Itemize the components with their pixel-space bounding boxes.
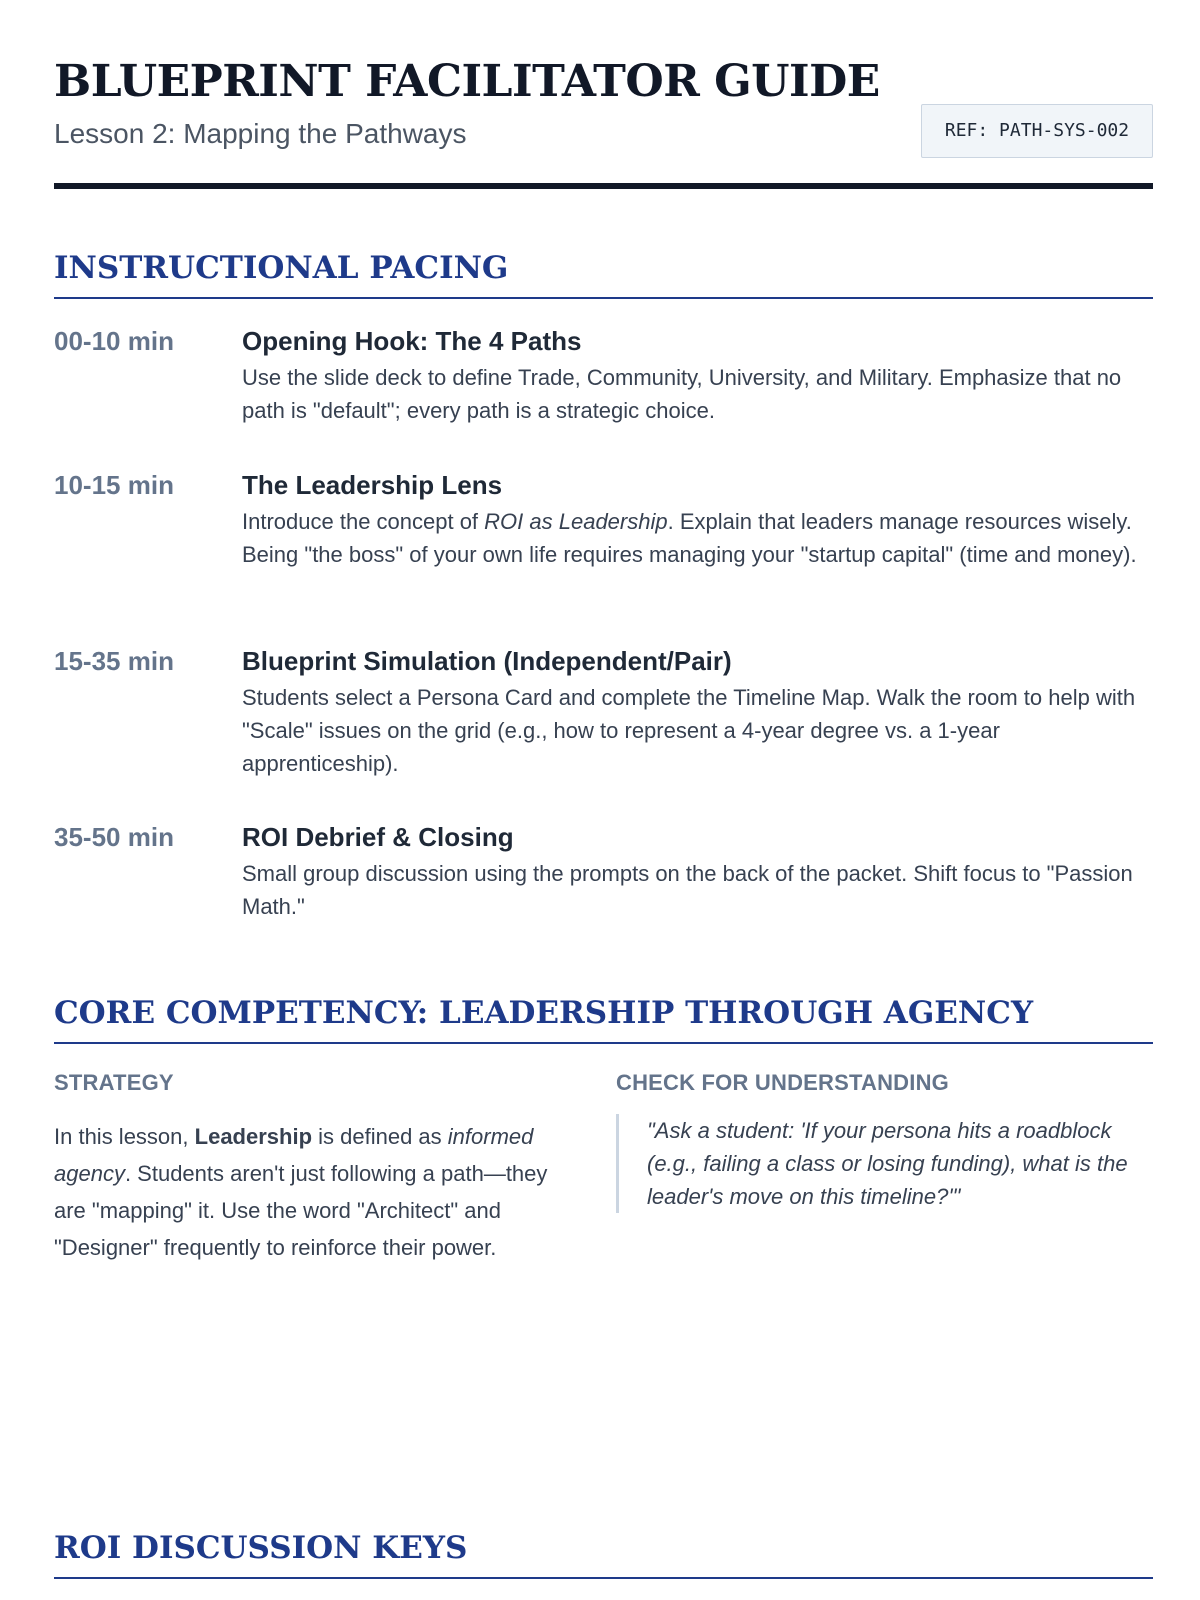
pacing-description: Small group discussion using the prompts on the back of the packet. Shift focus to "Passion Math." [242, 861, 1133, 920]
strategy-text-part: is defined as [312, 1124, 448, 1149]
reference-code-badge: REF: PATH-SYS-002 [921, 104, 1153, 158]
section-title-core-competency: CORE COMPETENCY: LEADERSHIP THROUGH AGENCY [54, 995, 1153, 1044]
pacing-heading: Blueprint Simulation (Independent/Pair) [242, 646, 732, 676]
strategy-text-bold: Leadership [194, 1124, 313, 1149]
pacing-description-text: . Explain that leaders manage resources wisely. Being "the boss" of your own life requires managing your "startup capital" (time and money). [242, 509, 1137, 568]
section-title-instructional-pacing: INSTRUCTIONAL PACING [54, 250, 1153, 299]
pacing-description-text: Introduce the concept of [242, 509, 485, 535]
strategy-label: STRATEGY [54, 1070, 174, 1095]
pacing-body [242, 646, 1147, 780]
pacing-body [242, 470, 1147, 571]
pacing-description: Use the slide deck to define Trade, Community, University, and Military. Emphasize that no path is "default"; every path is a strategic choice. [242, 365, 1122, 424]
pacing-heading: Opening Hook: The 4 Paths [242, 326, 582, 356]
pacing-time: 10-15 min [54, 470, 174, 500]
strategy-text-part: In this lesson, [54, 1124, 195, 1149]
document-title: BLUEPRINT FACILITATOR GUIDE [54, 56, 880, 107]
section-title-roi-discussion-keys: ROI DISCUSSION KEYS [54, 1530, 1153, 1579]
pacing-heading: ROI Debrief & Closing [242, 822, 514, 852]
check-for-understanding-quote: "Ask a student: 'If your persona hits a roadblock (e.g., failing a class or losing funding), what is the leader's move on this timeline?'" [616, 1114, 1153, 1213]
check-for-understanding-column [616, 1070, 1153, 1213]
pacing-time: 00-10 min [54, 326, 174, 356]
check-for-understanding-label: CHECK FOR UNDERSTANDING [616, 1070, 949, 1095]
pacing-time: 35-50 min [54, 822, 174, 852]
strategy-text-part: . Students aren't just following a path—they are "mapping" it. Use the word "Architect" and "Designer" frequently to reinforce their power. [54, 1161, 548, 1260]
header-divider [54, 183, 1153, 189]
strategy-column [54, 1070, 574, 1266]
pacing-time: 15-35 min [54, 646, 174, 676]
document-header [54, 52, 1153, 192]
pacing-body [242, 822, 1147, 923]
facilitator-guide-page [54, 0, 1153, 1600]
pacing-body [242, 326, 1147, 427]
pacing-description-emphasis: ROI as Leadership [484, 509, 668, 535]
strategy-text [54, 1118, 574, 1266]
pacing-description: Students select a Persona Card and complete the Timeline Map. Walk the room to help with "Scale" issues on the grid (e.g., how to represent a 4-year degree vs. a 1-year apprenticeship). [242, 685, 1136, 777]
strategy-text-emphasis: informed agency [54, 1124, 534, 1186]
pacing-description [242, 505, 1147, 571]
pacing-heading: The Leadership Lens [242, 470, 503, 500]
lesson-subtitle: Lesson 2: Mapping the Pathways [54, 118, 467, 149]
